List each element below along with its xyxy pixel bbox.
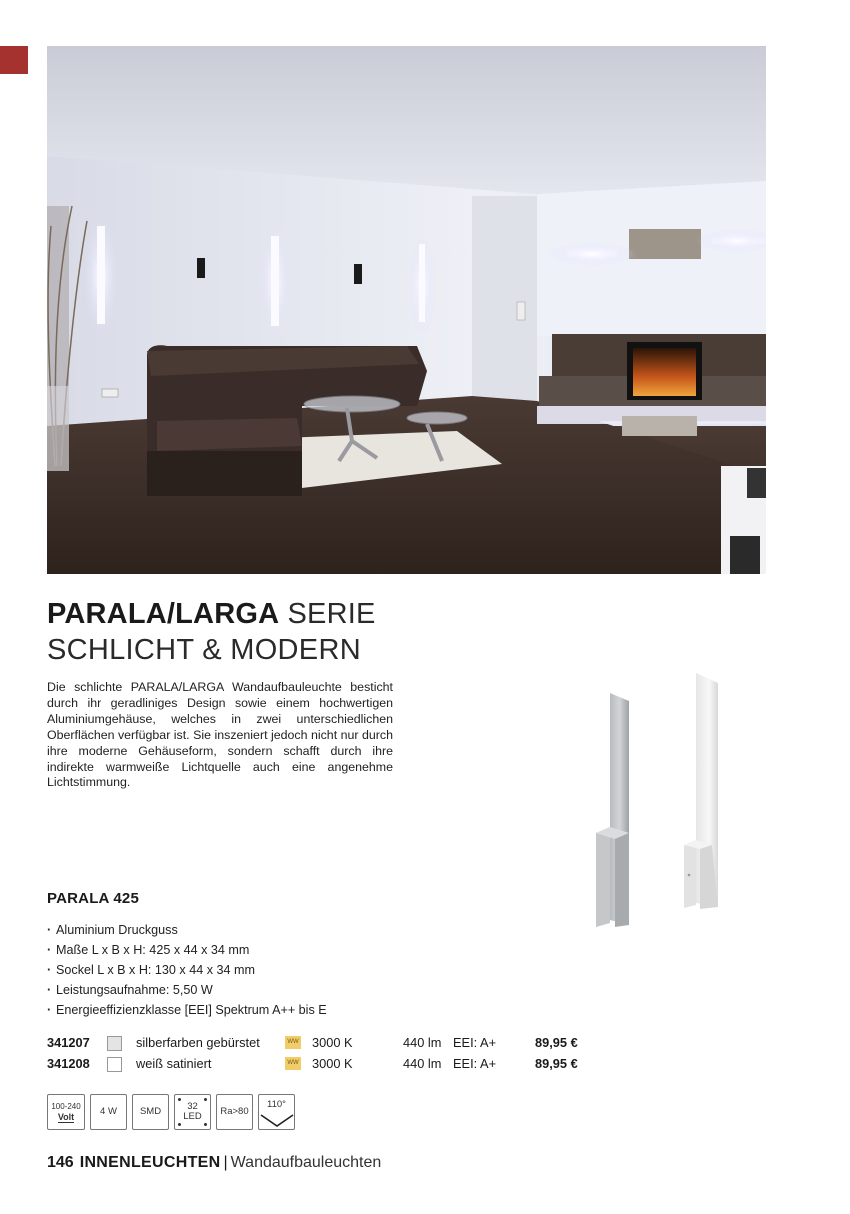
voltage-unit: Volt (57, 1111, 75, 1122)
led-label: LED (183, 1111, 202, 1122)
footer-separator: | (223, 1154, 228, 1171)
section-marker (0, 46, 28, 74)
price: 89,95 € (535, 1035, 578, 1050)
led-count: 32 (187, 1101, 198, 1112)
hero-room-photo (47, 46, 766, 574)
luminous-flux: 440 lm (403, 1035, 442, 1050)
price: 89,95 € (535, 1056, 578, 1071)
energy-class: EEI: A+ (453, 1035, 497, 1050)
beam-angle-icon (258, 1094, 295, 1130)
page-footer (47, 1153, 381, 1173)
product-description: Die schlichte PARALA/LARGA Wandaufbauleuchte besticht durch ihr geradliniges Design sowie einem hochwertigen Aluminiumgehäuse, welches in zwei unterschiedlichen Oberflächen verfügbar ist. Sie inszeniert jedoch nicht nur durch ihre moderne Gehäuseform, sondern schafft durch ihre indirekte warmweiße Lichtquelle auch eine angenehme Lichtstimmung. (47, 680, 393, 790)
product-photo-wall-lights (585, 665, 735, 935)
feature-item: · Sockel L x B x H: 130 x 44 x 34 mm (47, 960, 327, 980)
luminous-flux: 440 lm (403, 1056, 442, 1071)
page-number: 146 (47, 1154, 74, 1171)
energy-class: EEI: A+ (453, 1056, 497, 1071)
color-rendering-icon (216, 1094, 253, 1130)
series-subtitle: SCHLICHT & MODERN (47, 634, 361, 666)
series-label: SERIE (287, 598, 376, 630)
ra-label: Ra>80 (220, 1106, 249, 1117)
beam-angle-label: 110° (267, 1099, 286, 1110)
feature-item: · Leistungsaufnahme: 5,50 W (47, 980, 327, 1000)
article-number: 341208 (47, 1056, 90, 1071)
product-series-title (47, 596, 376, 632)
smd-label: SMD (139, 1106, 162, 1117)
footer-section: INNENLEUCHTEN (79, 1154, 221, 1171)
color-temperature: 3000 K (312, 1035, 353, 1050)
warm-white-icon: WW (285, 1057, 301, 1070)
wattage-icon (90, 1094, 127, 1130)
wattage-label: 4 W (100, 1106, 117, 1117)
variant-table (47, 1034, 587, 1076)
voltage-range: 100-240 (51, 1101, 81, 1111)
spec-icon-row (47, 1094, 295, 1130)
variant-row (47, 1055, 587, 1076)
color-temperature: 3000 K (312, 1056, 353, 1071)
article-number: 341207 (47, 1035, 90, 1050)
variant-row (47, 1034, 587, 1055)
feature-item: · Energieeffizienzklasse [EEI] Spektrum A++ bis E (47, 1000, 327, 1020)
feature-item: · Maße L x B x H: 425 x 44 x 34 mm (47, 940, 327, 960)
finish-name: silberfarben gebürstet (136, 1035, 260, 1050)
finish-name: weiß satiniert (136, 1056, 212, 1071)
footer-subsection: Wandaufbauleuchten (230, 1154, 382, 1171)
led-count-icon (174, 1094, 211, 1130)
warm-white-icon: WW (285, 1036, 301, 1049)
color-swatch (107, 1057, 122, 1072)
product-feature-list (47, 920, 327, 1020)
voltage-icon (47, 1094, 85, 1130)
feature-item: · Aluminium Druckguss (47, 920, 327, 940)
product-model-name: PARALA 425 (47, 890, 140, 907)
color-swatch (107, 1036, 122, 1051)
smd-icon (132, 1094, 169, 1130)
series-name: PARALA/LARGA (47, 598, 280, 630)
